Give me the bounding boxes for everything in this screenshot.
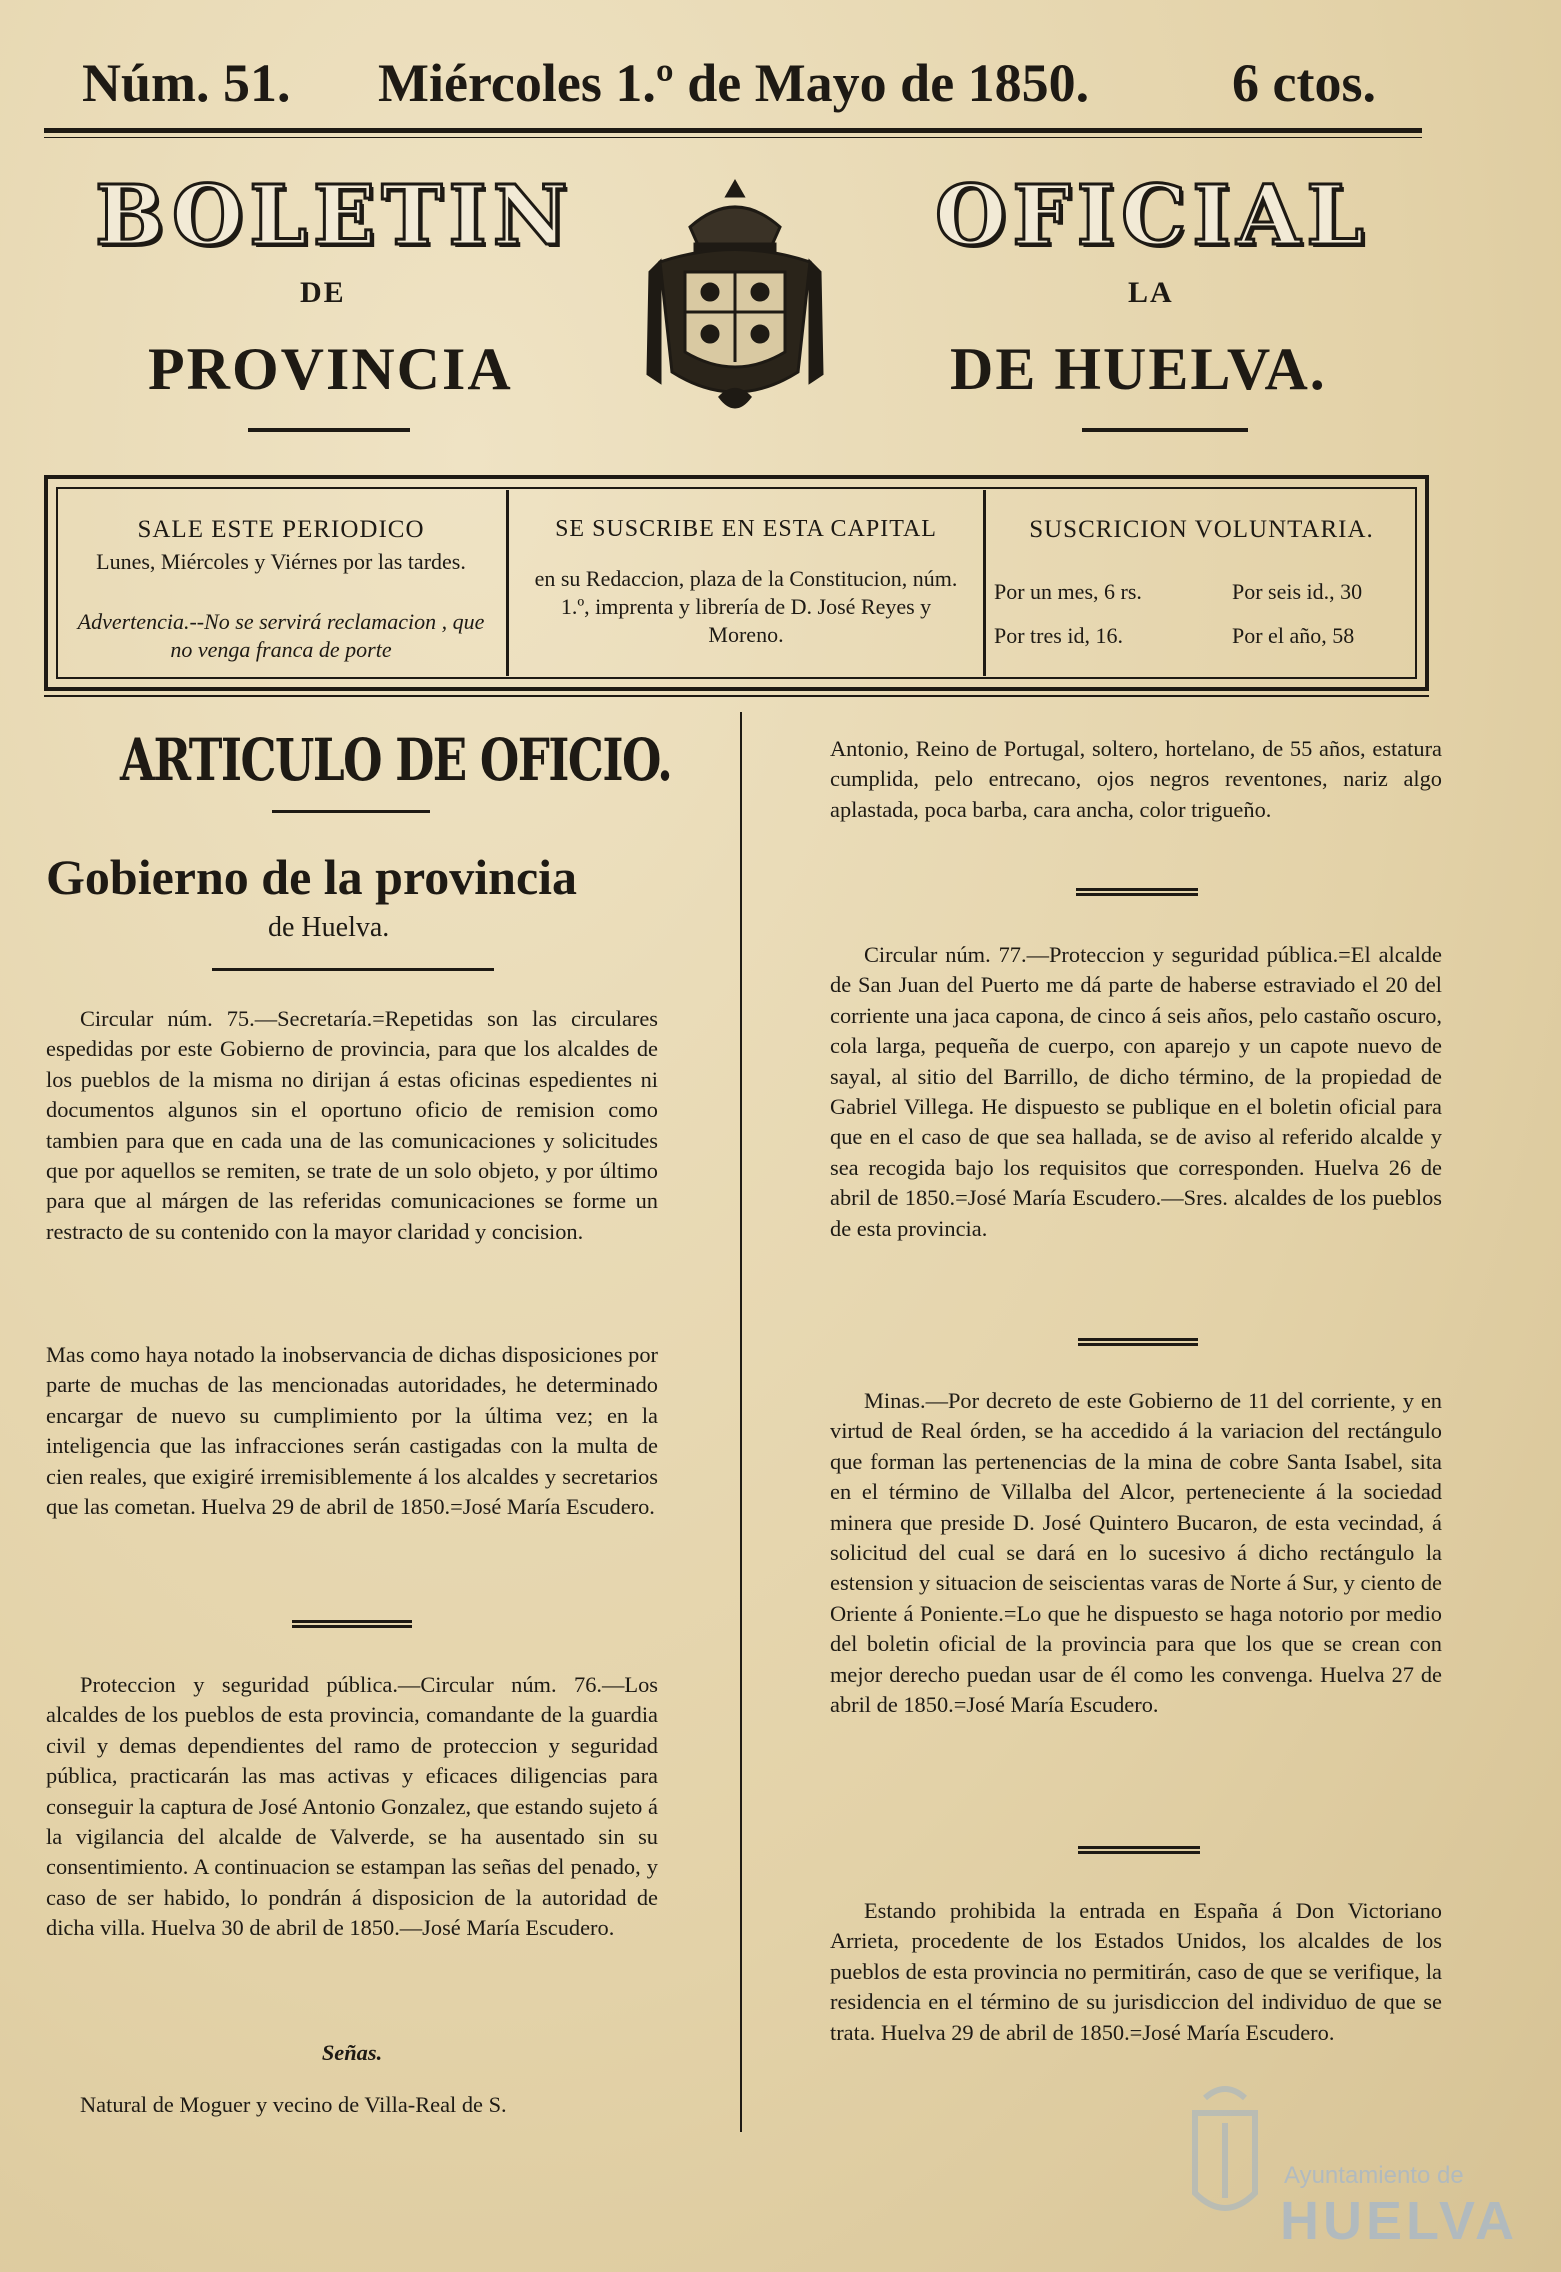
gov-subtitle: de Huelva. [268, 912, 390, 943]
separator-4 [1078, 1846, 1200, 1854]
title-de: DE [300, 276, 346, 309]
price-one-year: Por el año, 58 [1232, 623, 1355, 648]
title-boletin: BOLETIN [95, 168, 574, 264]
gov-rule [212, 968, 494, 971]
circular-76: Proteccion y seguridad pública.—Circular núm. 76.—Los alcaldes de los pueblos de esta provincia, comandante de la guardia civil y demas dependientes del ramo de proteccion y seguridad pública, practicarán las mas activas y eficaces diligencias para conseguir la captura de José Antonio Gonzalez, que estando sujeto á la vigilancia del alcalde de Valverde, se ha ausentado sin su consentimiento. A continuacion se estampan las señas del penado, y caso de ser habido, lo pondrán á disposicion de la autoridad de dicha villa. Huelva 30 de abril de 1850.—José María Escudero. [46, 1672, 658, 1941]
arrieta-notice: Estando prohibida la entrada en España á Don Victoriano Arrieta, procedente de los Estados Unidos, los alcaldes de los pueblos de esta provincia no permitirán, caso de que se verifique, la residencia en el término de su jurisdiccion del individuo de que se trata. Huelva 29 de abril de 1850.=José María Escudero. [830, 1898, 1442, 2045]
title-underline-right [1082, 428, 1248, 432]
issue-price: 6 ctos. [1232, 53, 1376, 113]
box-publication-days: Lunes, Miércoles y Viérnes por las tardes. [96, 549, 466, 574]
coat-of-arms-emblem [640, 172, 830, 432]
masthead-rule-thin [44, 137, 1422, 138]
box-subscribe-text: en su Redaccion, plaza de la Constitucion, núm. 1.º, imprenta y librería de D. José Reyes y Moreno. [534, 566, 958, 647]
circular-77: Circular núm. 77.—Proteccion y seguridad pública.=El alcalde de San Juan del Puerto me dá parte de haberse estraviado el 20 del corriente una jaca capona, de cinco á seis años, pelo castaño oscuro, cola larga, pequeña de cuerpo, con aparejo y un capote nuevo de sayal, al sitio del Barrillo, de dicho término, de la propiedad de Gabriel Villega. He dispuesto se publique en el boletin oficial para que en el caso de que sea hallada, se de aviso al referido alcalde y sea recogida bajo los requisitos que corresponden. Huelva 26 de abril de 1850.=José María Escudero.—Sres. alcaldes de los pueblos de esta provincia. [830, 942, 1442, 1241]
title-de-huelva: DE HUELVA. [950, 336, 1327, 402]
box-warning: Advertencia.--No se servirá reclamacion , que no venga franca de porte [77, 609, 485, 662]
separator-1 [292, 1620, 412, 1628]
gov-title: Gobierno de la provincia [46, 849, 578, 905]
box-divider-1 [506, 490, 509, 676]
senas-natural: Natural de Moguer y vecino de Villa-Real de S. [80, 2092, 507, 2117]
box-divider-2 [983, 490, 986, 676]
senas-heading: Señas. [321, 2040, 383, 2065]
watermark-line2: HUELVA [1280, 2191, 1518, 2251]
price-six-months: Por seis id., 30 [1232, 579, 1363, 604]
separator-3 [1078, 1338, 1198, 1346]
circular-75-continued: Mas como haya notado la inobservancia de dichas disposiciones por parte de muchas de las mencionadas autoridades, he determinado encargar de nuevo su cumplimiento por la última vez; en la inteligencia que las infracciones serán castigadas con la multa de cien reales, que exigiré irremisiblemente á los alcaldes y secretarios que las cometan. Huelva 29 de abril de 1850.=José María Escudero. [46, 1342, 658, 1520]
minas-notice: Minas.—Por decreto de este Gobierno de 11 del corriente, y en virtud de Real órden, se ha accedido á la variacion del rectángulo que forman las pertenencias de la mina de cobre Santa Isabel, sita en el término de Villalba del Alcor, perteneciente á la sociedad minera que preside D. José Quintero Bucaron, de esta vecindad, á solicitud del cual se dará en lo sucesivo á dicho rectángulo la estension y situacion de seiscientas varas de Norte á Sur, y ciento de Oriente á Poniente.=Lo que he dispuesto se haga notorio por medio del boletin oficial de la provincia para que los que se crean con mejor derecho puedan usar de él como les convenga. Huelva 27 de abril de 1850.=José María Escudero. [830, 1388, 1442, 1718]
section-title: ARTICULO DE OFICIO. [120, 726, 672, 794]
title-underline-left [248, 428, 410, 432]
senas-description: Antonio, Reino de Portugal, soltero, hortelano, de 55 años, estatura cumplida, pelo entrecano, ojos negros reventones, nariz algo aplastada, poca barba, cara ancha, color trigueño. [830, 736, 1442, 822]
separator-2 [1076, 888, 1198, 896]
issue-date: Miércoles 1.º de Mayo de 1850. [378, 53, 1090, 113]
box-bottom-rule [44, 695, 1429, 697]
price-three-months: Por tres id, 16. [994, 623, 1123, 648]
title-la: LA [1128, 276, 1174, 309]
price-one-month: Por un mes, 6 rs. [994, 579, 1142, 604]
title-provincia: PROVINCIA [148, 336, 513, 402]
ornament-rule [272, 810, 430, 813]
column-divider [740, 712, 742, 2132]
box-heading-publication: SALE ESTE PERIODICO [137, 516, 425, 543]
box-heading-subscribe: SE SUSCRIBE EN ESTA CAPITAL [555, 516, 937, 542]
huelva-shield-watermark-icon [1180, 2078, 1270, 2228]
box-heading-voluntary: SUSCRICION VOLUNTARIA. [1029, 516, 1374, 543]
circular-75: Circular núm. 75.—Secretaría.=Repetidas son las circulares espedidas por este Gobierno de provincia, para que los alcaldes de los pueblos de la misma no dirijan á estas oficinas espedientes ni documentos algunos sin el oportuno oficio de remision como tambien para que en cada una de las comunicaciones y solicitudes que por aquellos se remiten, se trate de un solo objeto, y por último para que al márgen de las referidas comunicaciones se forme un restracto de su contenido con la mayor claridad y concision. [46, 1006, 658, 1244]
issue-number: Núm. 51. [82, 53, 291, 113]
masthead-rule [44, 128, 1422, 133]
title-oficial: OFICIAL [935, 168, 1370, 264]
watermark-line1: Ayuntamiento de [1284, 2162, 1464, 2189]
